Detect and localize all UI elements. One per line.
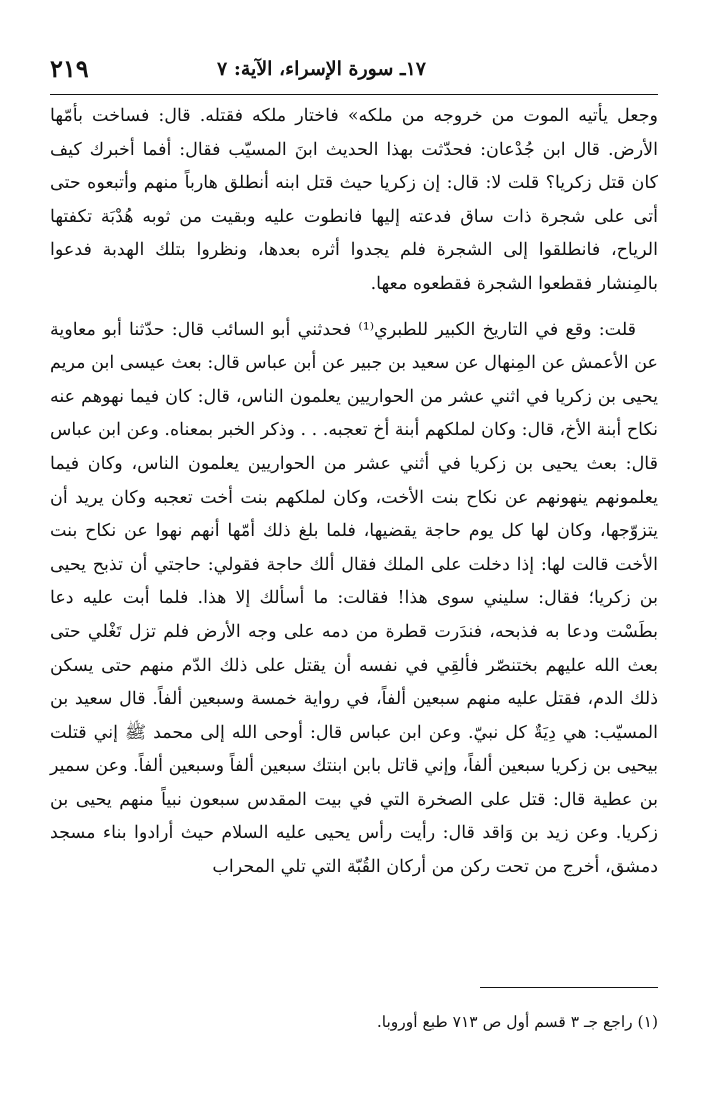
page-header bbox=[50, 54, 658, 92]
page-number: ٢١٩ bbox=[50, 54, 89, 83]
footnote: (١) راجع جـ ٣ قسم أول ص ٧١٣ طبع أوروبا. bbox=[376, 1013, 658, 1031]
footnote-divider bbox=[480, 987, 658, 988]
main-text bbox=[50, 100, 658, 885]
paragraph: وجعل يأتيه الموت من خروجه من ملكه» فاختار ملكه فقتله. قال: فساخت بأمّها الأرض. قال ابن جُدْعان: فحدّثت بهذا الحديث ابنَ المسيّب فقال: أفما أخبرك كيف كان قتل زكريا؟ قلت لا: قال: إن زكريا حيث قتل ابنه أنطلق هارباً منهم وأتبعوه حتى أتى على شجرة ذات ساق فدعته إليها فانطوت عليه وبقيت من ثوبه هُدْبَة تكفتها الرياح، فانطلقوا إلى الشجرة فلم يجدوا أثره بعدها، ونظروا بتلك الهدبة فدعوا بالمِنشار فقطعوا الشجرة فقطعوه معها. bbox=[50, 106, 658, 294]
paragraph: قلت: وقع في التاريخ الكبير للطبري⁽¹⁾ فحدثني أبو السائب قال: حدّثنا أبو معاوية عن الأعمش عن المِنهال عن سعيد بن جبير عن أبن عباس قال: بعث عيسى ابن مريم يحيى بن زكريا في اثني عشر من الحواريين يعلمون الناس، قال: كان فيما نهوهم عنه نكاح أبنة الأخ، قال: وكان لملكهم أبنة أخ تعجبه. . . وذكر الخبر بمعناه. وعن ابن عباس قال: بعث يحيى بن زكريا في أثني عشر من الحواريين يعلمون الناس، وكان فيما يعلمونهم ينهونهم عن نكاح بنت الأخت، وكان لملكهم بنت أخت تعجبه وكان يريد أن يتزوّجها، وكان لها كل يوم حاجة يقضيها، فلما بلغ ذلك أمّها أنهم نهوا عن نكاح بنت الأخت قالت لها: إذا دخلت على الملك فقال ألك حاجة فقولي: حاجتي أن تذبح يحيى بن زكريا؛ فقال: سليني سوى هذا! فقالت: ما أسألك إلا هذا. فلما أبت عليه دعا بطَسْت ودعا به فذبحه، فندَرت قطرة من دمه على وجه الأرض فلم تزل تَغْلي حتى بعث الله عليهم بختنصّر فألقِي في نفسه أن يقتل على ذلك الدّم منهم حتى يسكن ذلك الدم، فقتل عليه منهم سبعين ألفاً، في رواية خمسة وسبعين ألفاً. قال سعيد بن المسيّب: هي دِيَةٌ كل نبيّ. وعن ابن عباس قال: أوحى الله إلى محمد ﷺ إني قتلت بيحيى بن زكريا سبعين ألفاً، وإني قاتل بابن ابنتك سبعين ألفاً وسبعين ألفاً. وعن سمير بن عطية قال: قتل على الصخرة التي في بيت المقدس سبعون نبياً منهم يحيى بن زكريا. وعن زيد بن وَاقد قال: رأيت رأس يحيى عليه السلام حيث أرادوا بناء مسجد دمشق، أخرج من تحت ركن من أركان القُبّة التي تلي المحراب bbox=[50, 319, 658, 878]
header-divider bbox=[50, 94, 658, 95]
running-header-title: ١٧ـ سورة الإسراء، الآية: ٧ bbox=[217, 58, 426, 80]
